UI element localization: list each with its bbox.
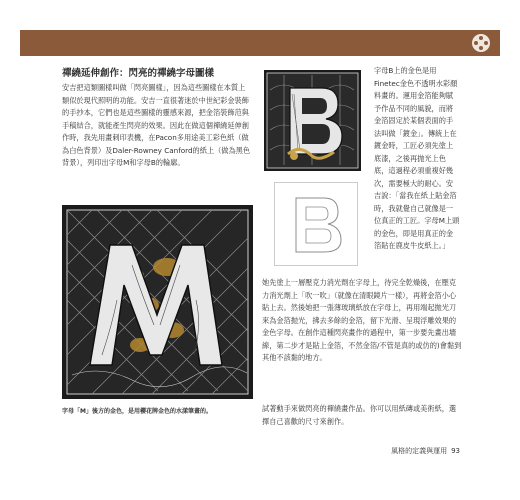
closing-paragraph: 試著動手來做閃亮的禪繞畫作品。你可以用紙磚或美術紙，選擇自己喜歡的尺寸來創作。	[262, 404, 457, 426]
image-caption: 字母「M」後方的金色，是用櫻花牌金色的水漾筆畫的。	[62, 408, 212, 415]
letter-m-zentangle-image	[62, 205, 253, 399]
page-number: 93	[451, 447, 460, 455]
article-title: 禪繞延伸創作：閃亮的禪繞字母圖樣	[62, 68, 215, 79]
header-bar	[20, 30, 500, 56]
bottom-paragraph: 她先塗上一層壓克力消光劑在字母上，待完全乾燥後，在壓克力消光劑上「吹一吹」（就像在清眼鏡片一樣），再將金箔小心貼上去。然後她把一張薄玻璃紙放在字母上，再用端起抛光刀來為金箔抛光，拂去多餘的金箔，留下光滑、呈現浮雕效果的金色字母。在創作這種閃亮畫作的過程中，第一步要先畫出墻線，第二步才是貼上金箔，不然金箔/不管是真的或仿的)會黏到其他不該黏的地方。	[262, 278, 462, 362]
film-reel-icon	[472, 34, 490, 52]
letter-b-zentangle-image	[264, 70, 361, 171]
section-title: 風格的定義與運用	[391, 447, 448, 455]
letter-b-outline-image	[274, 182, 358, 266]
intro-paragraph: 安吉把這類圖樣叫做「閃亮圖樣」，因為這些圖樣在本質上類似於現代照明的功能。安吉一直很著迷於中世紀彩金裝飾的手抄本，它們也是這些圖樣的靈感來源，把金箔裝飾范與手稿結合，就能產生閃亮的效果。因此在做這個禪繞延伸創作時，我先用畫刺印表機，在Pacon多用途美工彩色紙（做為白色背景）及Daler-Rowney Canford的紙上（做為黑色背景），列印出字母M和字母B的輪廓。	[62, 83, 251, 167]
page-footer	[391, 446, 460, 456]
right-column-paragraph: 字母B上的金色是用Finetec金色不透明水彩顏料畫的。運用金箔能夠賦予作品不同的風貌，而將金箔固定於某個表面的手法叫做「鍍金」。傳統上在鍍金時，工匠必須先塗上底漆，之後再抛光上色底，這過程必須重複好幾次，需要極大的耐心。安吉說：「當我在紙上貼金箔時，我就覺自己就像是一位真正的工匠。字母M上頭的金色，即是用真正的金箔貼在鹿皮牛皮紙上。」	[374, 66, 460, 250]
